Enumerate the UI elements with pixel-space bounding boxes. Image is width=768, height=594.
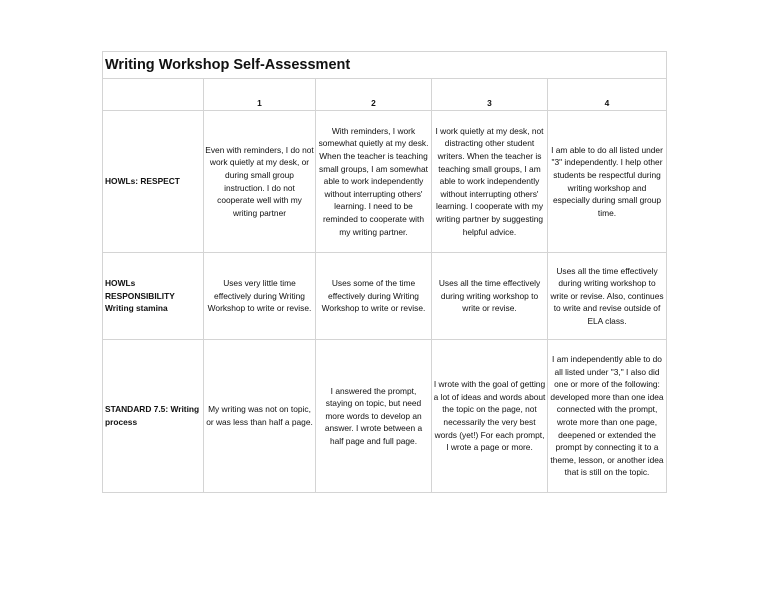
criteria-cell-level-3: Uses all the time effectively during writing workshop to write or revise. [432, 253, 548, 340]
category-cell: HOWLs RESPONSIBILITY Writing stamina [103, 253, 204, 340]
header-cell-4: 4 [548, 79, 667, 111]
criteria-cell-level-1: My writing was not on topic, or was less than half a page. [204, 340, 316, 493]
header-cell-2: 2 [316, 79, 432, 111]
header-cell-3: 3 [432, 79, 548, 111]
criteria-cell-level-2: I answered the prompt, staying on topic, but need more words to develop an answer. I wrote between a half page and full page. [316, 340, 432, 493]
table-row-writing-process [103, 340, 667, 493]
criteria-cell-level-1: Uses very little time effectively during Writing Workshop to write or revise. [204, 253, 316, 340]
header-row [103, 79, 667, 111]
criteria-cell-level-3: I work quietly at my desk, not distracting other student writers. When the teacher is teaching small groups, I am able to work independently without interrupting others' learning. I cooperate with my writing partner by suggesting helpful advice. [432, 111, 548, 253]
rubric-table [102, 51, 667, 493]
page-title: Writing Workshop Self-Assessment [103, 52, 667, 79]
category-cell: HOWLs: RESPECT [103, 111, 204, 253]
criteria-cell-level-4: I am independently able to do all listed under "3," I also did one or more of the following: developed more than one idea connected with the prompt, wrote more than one page, deepened or extended the prompt by connecting it to a theme, lesson, or another idea that is still on the topic. [548, 340, 667, 493]
criteria-cell-level-3: I wrote with the goal of getting a lot of ideas and words about the topic on the page, not necessarily the very best words (yet!) For each prompt, I wrote a page or more. [432, 340, 548, 493]
header-cell-blank [103, 79, 204, 111]
table-row-respect [103, 111, 667, 253]
title-row [103, 52, 667, 79]
criteria-cell-level-4: Uses all the time effectively during writing workshop to write or revise. Also, continues to write and revise outside of ELA class. [548, 253, 667, 340]
criteria-cell-level-4: I am able to do all listed under "3" independently. I help other students be respectful during writing workshop and especially during small group time. [548, 111, 667, 253]
criteria-cell-level-2: With reminders, I work somewhat quietly at my desk. When the teacher is teaching small groups, I am somewhat able to work independently without interrupting others' learning. I need to be reminded to cooperate with my writing partner. [316, 111, 432, 253]
table-row-responsibility [103, 253, 667, 340]
criteria-cell-level-2: Uses some of the time effectively during Writing Workshop to write or revise. [316, 253, 432, 340]
header-cell-1: 1 [204, 79, 316, 111]
category-cell: STANDARD 7.5: Writing process [103, 340, 204, 493]
criteria-cell-level-1: Even with reminders, I do not work quietly at my desk, or during small group instruction. I do not cooperate well with my writing partner [204, 111, 316, 253]
